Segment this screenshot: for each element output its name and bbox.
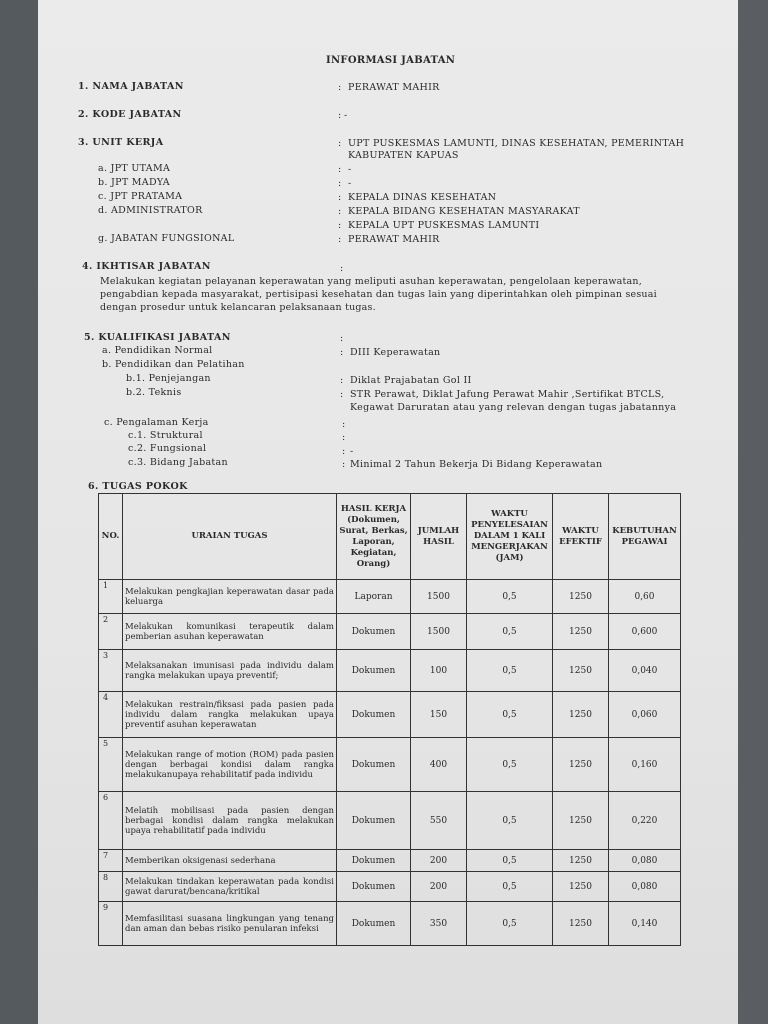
teknis-value-line2: Kegawat Daruratan atau yang relevan dengan tugas jabatannya [350,402,677,413]
row-jumlah: 200 [411,872,467,902]
tugas-pokok-label: 6. TUGAS POKOK [88,481,188,492]
row-kebutuhan: 0,080 [609,872,681,902]
row-kebutuhan: 0,60 [609,580,681,614]
administrator-value-2: KEPALA UPT PUSKESMAS LAMUNTI [348,220,540,231]
unit-kerja-value-line2: KABUPATEN KAPUAS [348,150,459,161]
background-right [738,0,768,1024]
document-page [38,0,738,1024]
row-jumlah: 350 [411,902,467,946]
row-efektif: 1250 [553,692,609,738]
row-waktu: 0,5 [467,738,553,792]
row-hasil: Dokumen [337,902,411,946]
jpt-utama-label: a. JPT UTAMA [98,163,171,174]
row-jumlah: 150 [411,692,467,738]
colon: : [338,206,342,217]
row-uraian: Melaksanakan imunisasi pada individu dalam rangka melakukan upaya preventif; [123,650,337,692]
row-kebutuhan: 0,040 [609,650,681,692]
row-hasil: Dokumen [337,792,411,850]
jpt-madya-label: b. JPT MADYA [98,177,170,188]
colon: : [340,389,344,400]
row-no: 9 [99,902,123,946]
kode-jabatan-value: - [344,110,348,121]
row-uraian: Melakukan pengkajian keperawatan dasar pada keluarga [123,580,337,614]
colon: : [342,459,346,470]
bidang-label: c.3. Bidang Jabatan [128,457,228,468]
row-waktu: 0,5 [467,792,553,850]
pendidikan-formal-label: a. Pendidikan Normal [102,345,213,356]
row-jumlah: 1500 [411,580,467,614]
colon: : [340,263,344,274]
row-uraian: Melakukan range of motion (ROM) pada pasien dengan berbagai kondisi dalam rangka melakukanupaya rehabilitatif pada individu [123,738,337,792]
header-no: NO. [99,494,123,580]
jpt-pratama-label: c. JPT PRATAMA [98,191,183,202]
table-row [99,902,681,946]
header-jumlah: JUMLAH HASIL [411,494,467,580]
row-no: 4 [99,692,123,738]
row-hasil: Laporan [337,580,411,614]
row-uraian: Melatih mobilisasi pada pasien dengan berbagai kondisi dalam rangka melakukan upaya rehabilitatif pada individu [123,792,337,850]
colon: : [338,82,342,93]
row-no: 7 [99,850,123,872]
administrator-value: KEPALA BIDANG KESEHATAN MASYARAKAT [348,206,580,217]
colon: : [340,347,344,358]
background-left [0,0,38,1024]
colon: : [340,375,344,386]
row-waktu: 0,5 [467,580,553,614]
header-waktu-efektif: WAKTU EFEKTIF [553,494,609,580]
table-row [99,738,681,792]
table-row [99,614,681,650]
table-header-row [99,494,681,580]
row-waktu: 0,5 [467,902,553,946]
colon: : [338,110,342,121]
row-hasil: Dokumen [337,850,411,872]
row-jumlah: 400 [411,738,467,792]
colon: : [338,178,342,189]
row-kebutuhan: 0,600 [609,614,681,650]
document-title: INFORMASI JABATAN [326,55,456,66]
fungsional-label: c.2. Fungsional [128,443,207,454]
table-row [99,872,681,902]
colon: : [338,192,342,203]
nama-jabatan-value: PERAWAT MAHIR [348,82,440,93]
bidang-value: Minimal 2 Tahun Bekerja Di Bidang Keperawatan [350,459,603,470]
colon: : [338,138,342,149]
pendidikan-formal-value: DIII Keperawatan [350,347,441,358]
table-row [99,792,681,850]
row-kebutuhan: 0,160 [609,738,681,792]
row-no: 6 [99,792,123,850]
row-uraian: Melakukan restrain/fiksasi pada pasien pada individu dalam rangka melakukan upaya preventif asuhan keperawatan [123,692,337,738]
row-waktu: 0,5 [467,872,553,902]
row-no: 5 [99,738,123,792]
jpt-madya-value: - [348,178,352,189]
row-efektif: 1250 [553,614,609,650]
row-efektif: 1250 [553,738,609,792]
administrator-label: d. ADMINISTRATOR [98,205,203,216]
colon: : [342,419,346,430]
ikhtisar-text: Melakukan kegiatan pelayanan keperawatan yang meliputi asuhan keperawatan, pengelolaan keperawatan, pengabdian kepada masyarakat, pertisipasi kesehatan dan tugas lain yang diperintahkan oleh pimpinan sesuai dengan prosedur untuk kelancaran pelaksanaan tugas. [100,276,657,313]
row-uraian: Memberikan oksigenasi sederhana [123,850,337,872]
header-uraian: URAIAN TUGAS [123,494,337,580]
row-jumlah: 100 [411,650,467,692]
row-kebutuhan: 0,060 [609,692,681,738]
jabatan-fungsional-label: g. JABATAN FUNGSIONAL [98,233,235,244]
pengalaman-label: c. Pengalaman Kerja [104,417,209,428]
row-efektif: 1250 [553,650,609,692]
teknis-label: b.2. Teknis [126,387,182,398]
table-row [99,692,681,738]
struktural-label: c.1. Struktural [128,430,203,441]
row-hasil: Dokumen [337,872,411,902]
row-hasil: Dokumen [337,650,411,692]
row-uraian: Melakukan tindakan keperawatan pada kondisi gawat darurat/bencana/kritikal [123,872,337,902]
unit-kerja-value-line1: UPT PUSKESMAS LAMUNTI, DINAS KESEHATAN, PEMERINTAH [348,138,685,149]
kode-jabatan-label: 2. KODE JABATAN [78,109,182,120]
jabatan-fungsional-value: PERAWAT MAHIR [348,234,440,245]
row-waktu: 0,5 [467,614,553,650]
row-hasil: Dokumen [337,692,411,738]
colon: : [342,432,346,443]
row-efektif: 1250 [553,580,609,614]
jpt-utama-value: - [348,164,352,175]
row-efektif: 1250 [553,872,609,902]
row-no: 2 [99,614,123,650]
header-hasil: HASIL KERJA (Dokumen, Surat, Berkas, Laporan, Kegiatan, Orang) [337,494,411,580]
row-kebutuhan: 0,080 [609,850,681,872]
header-kebutuhan: KEBUTUHAN PEGAWAI [609,494,681,580]
table-row [99,850,681,872]
colon: : [338,220,342,231]
row-uraian: Memfasilitasi suasana lingkungan yang tenang dan aman dan bebas risiko penularan infeksi [123,902,337,946]
teknis-value-line1: STR Perawat, Diklat Jafung Perawat Mahir ,Sertifikat BTCLS, [350,389,665,400]
row-no: 1 [99,580,123,614]
kualifikasi-label: 5. KUALIFIKASI JABATAN [84,332,231,343]
penjenjangan-label: b.1. Penjejangan [126,373,211,384]
row-waktu: 0,5 [467,692,553,738]
colon: : [340,333,344,344]
fungsional-value: - [350,446,354,457]
row-efektif: 1250 [553,792,609,850]
unit-kerja-label: 3. UNIT KERJA [78,137,164,148]
row-hasil: Dokumen [337,614,411,650]
tugas-pokok-table [98,493,681,946]
row-kebutuhan: 0,140 [609,902,681,946]
row-efektif: 1250 [553,902,609,946]
table-row [99,580,681,614]
ikhtisar-label: 4. IKHTISAR JABATAN [82,261,211,272]
row-jumlah: 550 [411,792,467,850]
row-waktu: 0,5 [467,650,553,692]
row-jumlah: 1500 [411,614,467,650]
pendidikan-pelatihan-label: b. Pendidikan dan Pelatihan [102,359,245,370]
row-hasil: Dokumen [337,738,411,792]
table-row [99,650,681,692]
row-no: 3 [99,650,123,692]
row-uraian: Melakukan komunikasi terapeutik dalam pemberian asuhan keperawatan [123,614,337,650]
row-efektif: 1250 [553,850,609,872]
colon: : [338,234,342,245]
colon: : [342,446,346,457]
header-waktu-penyelesaian: WAKTU PENYELESAIAN DALAM 1 KALI MENGERJAKAN (JAM) [467,494,553,580]
jpt-pratama-value: KEPALA DINAS KESEHATAN [348,192,497,203]
row-no: 8 [99,872,123,902]
row-jumlah: 200 [411,850,467,872]
penjenjangan-value: Diklat Prajabatan Gol II [350,375,472,386]
row-waktu: 0,5 [467,850,553,872]
nama-jabatan-label: 1. NAMA JABATAN [78,81,184,92]
row-kebutuhan: 0,220 [609,792,681,850]
colon: : [338,164,342,175]
